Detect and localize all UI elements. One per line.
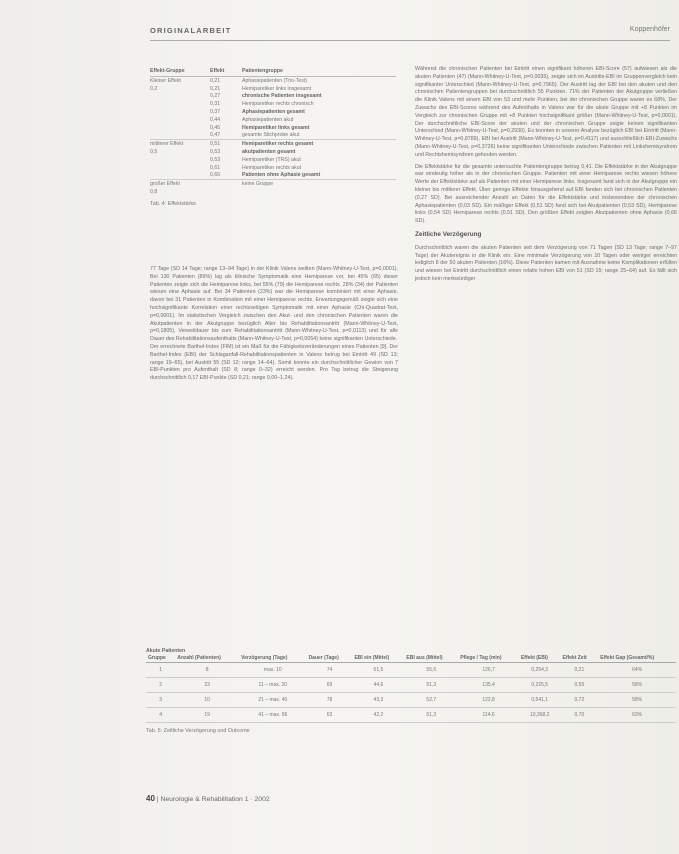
table-cell: 58% [598,693,676,708]
table-cell: 1 [146,663,175,678]
effect-value: 0,47 [210,132,221,139]
left-text-column [150,266,398,383]
paragraph: Während die chronischen Patienten bei Eintritt einen signifikant höheren EBI-Score (57) aufwiesen als die akuten Patienten (47) (Mann-Whitney-U-Test, p=0,0035), zeigte sich im Austritts-EBI im Gruppenvergleich kein signifikanter Unterschied (Mann-Whitney-U-Test, p=0,7965). Der Austritt lag der EBI bei den akuten und den chronischen Patientengruppen bei durchschnittlich 55 Punkten. 71% der Patienten der Akutgruppe verließen die Klinik Valens mit einem EBI von 53 und mehr Punkten, bei der chronischen Gruppe waren es 68%. Der Zuwachs des EBI-Scores während des Aufenthalts in Valens war für die akute Gruppe mit +8 Punkten im Vergleich zur chronischen Gruppe mit +8 Punkten hochsignifikant größer (Mann-Whitney-U-Test, p=0,0001). Der durchschnittliche EBI-Score der akuten und der chronischen Gruppe zeigte keinen signifikanten Unterschied (Mann-Whitney-U-Test, p=0,2930). Es konnten in unserer Analyse bezüglich EBI bei Eintritt (Mann-Whitney-U-Test, p=0,8789), EBI bei Austritt (Mann-Whitney-U-Test, p=0,4117) und ausschließlich EBI-Zuwachs (Mann-Whitney-U-Test, p=0,3726) keine signifikanten Unterschiede zwischen Patienten mit Linkshemisyndrom und Rechtshemisyndrom gefunden werden. [415,66,677,158]
author-label: Koppenhöfer [629,26,670,33]
table-row [150,164,396,172]
patient-group: Patienten ohne Aphasie gesamt [242,172,321,179]
table-row [150,100,396,108]
patient-group: Hemiparetiker rechts chronisch [242,101,314,108]
table-cell: 0,225,5 [519,678,561,693]
table-cell: 74 [307,663,353,678]
table-cell: 55,6 [404,663,458,678]
table-cell: 0,55 [560,678,598,693]
right-text-column [415,66,677,284]
patient-group: Hemiparetiker rechts gesamt [242,141,314,148]
effect-value: 0,31 [210,101,221,108]
table-row [146,663,676,678]
table-row [150,188,396,196]
table-cell: 114,6 [458,708,519,723]
table-cell: 0,70 [560,708,598,723]
table-cell: 43,3 [352,693,404,708]
table-header [150,66,396,77]
table-title: Akute Patienten [146,648,186,654]
table-row [150,124,396,132]
table-cell: 10,368,2 [519,708,561,723]
table-cell: 64% [598,663,676,678]
effect-value: 0,51 [210,141,221,148]
table-cell: 122,8 [458,693,519,708]
table-cell: 44,6 [352,678,404,693]
effect-value: 0,53 [210,149,221,156]
table-cell: 126,7 [458,663,519,678]
effect-value: 0,53 [210,156,221,163]
table-cell: 63 [307,708,353,723]
table-cell: 41 – max. 56 [239,708,306,723]
patient-group: Hemiparetiker links gesamt [242,124,310,131]
table-cell: 10 [175,693,239,708]
table-cell: 42,2 [352,708,404,723]
section-heading: Zeitliche Verzögerung [415,230,482,238]
table-caption: Tab. 5: Zeitliche Verzögerung und Outcome [146,728,250,734]
paragraph: Der errechnete Barthel-Index (FIM) ist ein Maß für die Fähigkeitsveränderungen eines Patienten [9]. Der Barthel-Index (EBI) der Schlaganfall-Rehabilitationspatienten in Valens betrug bei Eintritt 49 (SD 13; range 19–65), bei Austritt 55 (SD 12; range 14–64). Somit konnte ein durchschnittlicher Gewinn von 7 EBI-Punkten pro Aufenthalt (SD 8; range 0–32) erreicht werden. Pro Tag betrug die Steigerung durchschnittlich 0,17 EBI-Punkte (SD 0,21; range 0,00–1,24). [150,343,398,382]
patient-group: Aphasiepatienten akut [242,116,294,123]
effect-value: 0,44 [210,116,221,123]
patient-group: keine Gruppe [242,181,274,188]
table-cell: 19 [175,708,239,723]
col-header: Dauer (Tage) [307,654,353,663]
col-header: Effekt [210,68,225,74]
patient-group: akutpatienten gesamt [242,149,296,156]
table-cell: 135,4 [458,678,519,693]
table-effect-size [150,66,396,207]
table-cell: 0,254,3 [519,663,561,678]
patient-group: Hemiparetiker links insgesamt [242,85,312,92]
col-header: Effekt Zeit [560,654,598,663]
table-cell: 69 [307,678,353,693]
group-label: Kleiner Effekt [150,77,181,84]
patient-group: chronische Patienten insgesamt [242,93,322,100]
paragraph: Die Effektstärke für die gesamte untersuchte Patientengruppe betrug 0,41. Die Effektstärke in der Akutgruppe war eindeutig höher als in der chronischen Gruppe. Patienten mit einer Hemiparese rechts wiesen höhere Werte der Effektstärke auf als Patienten mit einer Hemiparese links. Insgesamt fand sich in der Akutgruppe ein kleiner bis mittlerer Effekt. Über geringe Effekte hinausgehend auf EBI fanden sich bei chronischen Patienten (0,27 SD). Bei ausreichender Anzahl an Daten für die Effektstärke und insbesondere der chronischen Aphasiepatienten (0,03 SD). Ein mäßiger Effekt (0,51 SD) fand sich bei Akutpatienten (0,53 SD), Hemiparese links (0,54 SD) Hemiparese rechts (0,51 SD). Den größten Effekt zeigten Akutpatienten ohne Aphasie (0,66 SD). [415,163,677,225]
table-cell: 23 [175,678,239,693]
table-row [150,116,396,124]
section-label: ORIGINALARBEIT [150,26,232,35]
paragraph: Durchschnittlich waren die akuten Patienten seit dem Verzögerung von 71 Tagen (SD 13 Tage; range 7–97 Tage) der Akutereignis in die Klinik ein. Eine minimale Verzögerung von 10 Tagen oder weniger erreichten lediglich 8 der 50 akuten Patienten (16%). Diese Patienten kamen mit Ausnahme keine Komplikationen erfüllen und wiesen bei Eintritt durchschnittlich einen relativ hohen EBI von 51 (SD 15; range 25–64) auf. Es fällt sich jedoch kein merkwürdiger [415,244,677,282]
col-header: EBI ein (Mittel) [352,654,404,663]
effect-value: 0,37 [210,109,221,116]
table-cell: 4 [146,708,175,723]
table-cell: 63% [598,708,676,723]
patient-group: gesamte Stichprobe akut [242,132,300,139]
col-header: Gruppe [146,654,175,663]
page-header [150,26,670,41]
table-cell: 51,3 [404,708,458,723]
table-row [150,85,396,93]
table-row [150,77,396,85]
table-row [146,708,676,723]
table-row [150,108,396,116]
col-header: Anzahl (Patienten) [175,654,239,663]
table-cell: 11 – max. 20 [239,678,306,693]
table-cell: 78 [307,693,353,708]
table-cell: 0,72 [560,693,598,708]
patient-group: Aphasiepatienten gesamt [242,109,305,116]
table-cell: 51,5 [352,663,404,678]
table-cell: 8 [175,663,239,678]
col-header: Patientengruppe [242,68,283,74]
col-header: EBI aus (Mittel) [404,654,458,663]
patient-group: Hemiparetiker rechts akut [242,164,302,171]
table-cell: 21 – max. 40 [239,693,306,708]
table-cell: 0,21 [560,663,598,678]
paragraph: 77 Tage (SD 14 Tage; range 13–94 Tage) in der Klinik Valens weilten (Mann-Whitney-U-Test, p=0,0001). Bei 130 Patienten (89%) lag als klinische Symptomatik eine Hemiparese vor, bei 45% (65) dieser Patienten zeigte sich die Hemiparese links, bei 55% (79) die Hemiparese rechts. 28% (34) der Patienten wiesen eine Aphasie auf. Bei 34 Patienten (23%) war die Hemiparese kombiniert mit einer Aphasie, davon bei 31 Patienten in Kombination mit einer Hemiparese rechts. Erwartungsgemäß zeigte sich eine hochsignifikante Korrelation einer rechtsseitigen Symptomatik mit einer Aphasie (Chi-Quadrat-Test, p=0,0001). Im statistischen Vergleich zwischen den Akut- und den chronischen Patienten waren die Akutpatienten in der Akutgruppe bezüglich Alter bis Rehabilitationsantritt (Mann-Whitney-U-Test, p=0,1805), Verweildauer bis zum Rehabilitationsantritt (Mann-Whitney-U-Test, p=0,0113) und für alle Dauer des Rehabilitationsaufenthalts (Mann-Whitney-U-Test, p=0,0054) keine signifikanten Unterschiede. [150,266,398,343]
effect-value: 0,27 [210,93,221,100]
table-cell: 51,3 [404,678,458,693]
table-cell: 3 [146,693,175,708]
col-header: Effekt Gap (Gesamt/%) [598,654,676,663]
page-footer: 40 | Neurologie & Rehabilitation 1 · 2002 [146,794,270,803]
group-label: großer Effekt [150,181,180,188]
table-row [150,148,396,156]
table-cell: 52,7 [404,693,458,708]
table-row [150,132,396,140]
table-cell: 2 [146,678,175,693]
effect-value: 0,45 [210,124,221,131]
patient-group: Hemiparetiker (TRS) akut [242,156,301,163]
effect-value: 0,21 [210,77,221,84]
col-header: Pflege / Tag (min) [458,654,519,663]
table-row [150,172,396,180]
col-header: Effekt-Gruppe [150,68,185,74]
patient-group: Aphasiepatienten (Trio-Test) [242,77,307,84]
effect-value: 0,66 [210,172,221,179]
group-label: 0,5 [150,149,158,156]
table-row [150,179,396,188]
group-label: 0,2 [150,85,158,92]
table-row [150,93,396,101]
col-header: Verzögerung (Tage) [239,654,306,663]
table-delay-outcome [146,648,676,734]
page-number: 40 [146,794,155,803]
table-row [146,693,676,708]
group-label: mittlerer Effekt [150,141,184,148]
table-row [150,139,396,148]
journal-name: Neurologie & Rehabilitation 1 · 2002 [160,796,270,803]
table-row [150,156,396,164]
effect-value: 0,21 [210,85,221,92]
table-cell: max. 10 [239,663,306,678]
table-row [146,678,676,693]
col-header: Effekt (EBI) [519,654,561,663]
effect-value: 0,61 [210,164,221,171]
table-cell: 58% [598,678,676,693]
table-caption: Tab. 4: Effektstärke [150,200,197,207]
group-label: 0,8 [150,189,158,196]
table-cell: 0,541,1 [519,693,561,708]
